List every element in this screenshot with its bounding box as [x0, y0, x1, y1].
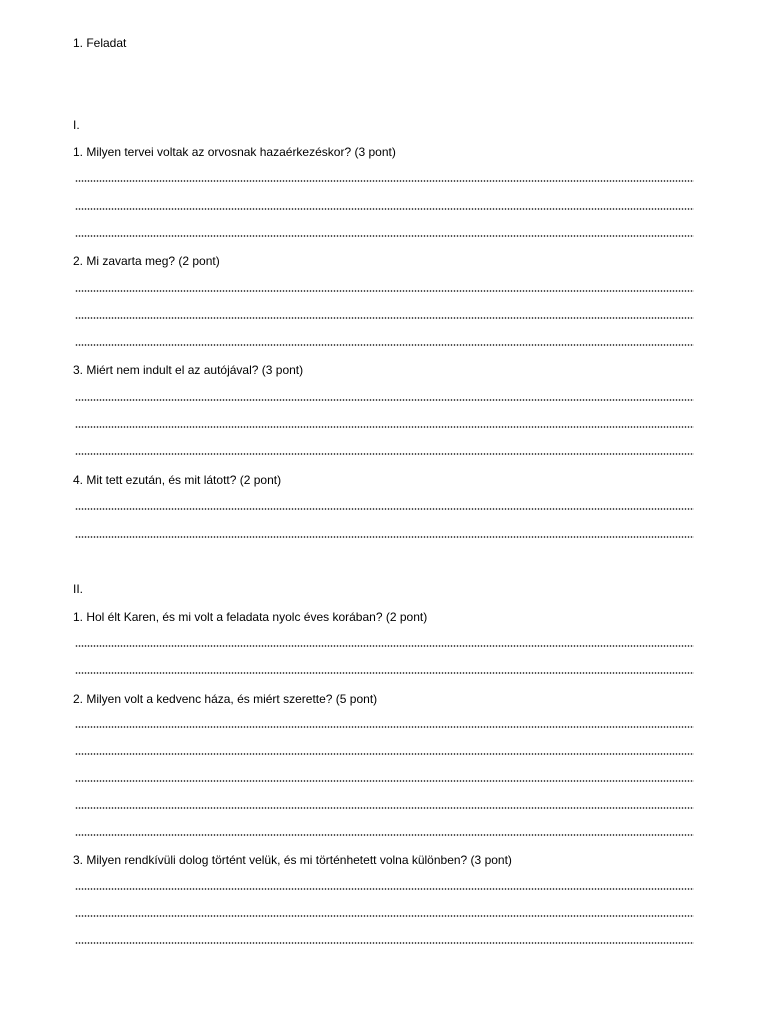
question-1-3: 3. Miért nem indult el az autójával? (3 pont)	[73, 363, 304, 377]
question-2-1: 1. Hol élt Karen, és mi volt a feladata nyolc éves korában? (2 pont)	[73, 610, 428, 624]
answer-line[interactable]	[75, 426, 694, 428]
question-2-3: 3. Milyen rendkívüli dolog történt velük, és mi történhetett volna különben? (3 pont)	[73, 853, 512, 867]
answer-line[interactable]	[75, 726, 694, 728]
section-heading-1: I.	[73, 118, 80, 132]
answer-line[interactable]	[75, 753, 694, 755]
question-1-2: 2. Mi zavarta meg? (2 pont)	[73, 254, 220, 268]
answer-line[interactable]	[75, 780, 694, 782]
answer-line[interactable]	[75, 208, 694, 210]
section-heading-2: II.	[73, 582, 84, 596]
answer-line[interactable]	[75, 888, 694, 890]
answer-line[interactable]	[75, 915, 694, 917]
answer-line[interactable]	[75, 399, 694, 401]
answer-line[interactable]	[75, 290, 694, 292]
answer-line[interactable]	[75, 536, 694, 538]
answer-line[interactable]	[75, 508, 694, 510]
answer-line[interactable]	[75, 807, 694, 809]
question-1-1: 1. Milyen tervei voltak az orvosnak hazaérkezéskor? (3 pont)	[73, 145, 396, 159]
answer-line[interactable]	[75, 235, 694, 237]
answer-line[interactable]	[75, 942, 694, 944]
question-2-2: 2. Milyen volt a kedvenc háza, és miért szerette? (5 pont)	[73, 692, 378, 706]
answer-line[interactable]	[75, 672, 694, 674]
answer-line[interactable]	[75, 834, 694, 836]
answer-line[interactable]	[75, 344, 694, 346]
task-title: 1. Feladat	[73, 36, 127, 50]
question-1-4: 4. Mit tett ezután, és mit látott? (2 pont)	[73, 473, 282, 487]
answer-line[interactable]	[75, 453, 694, 455]
answer-line[interactable]	[75, 645, 694, 647]
answer-line[interactable]	[75, 180, 694, 182]
answer-line[interactable]	[75, 317, 694, 319]
